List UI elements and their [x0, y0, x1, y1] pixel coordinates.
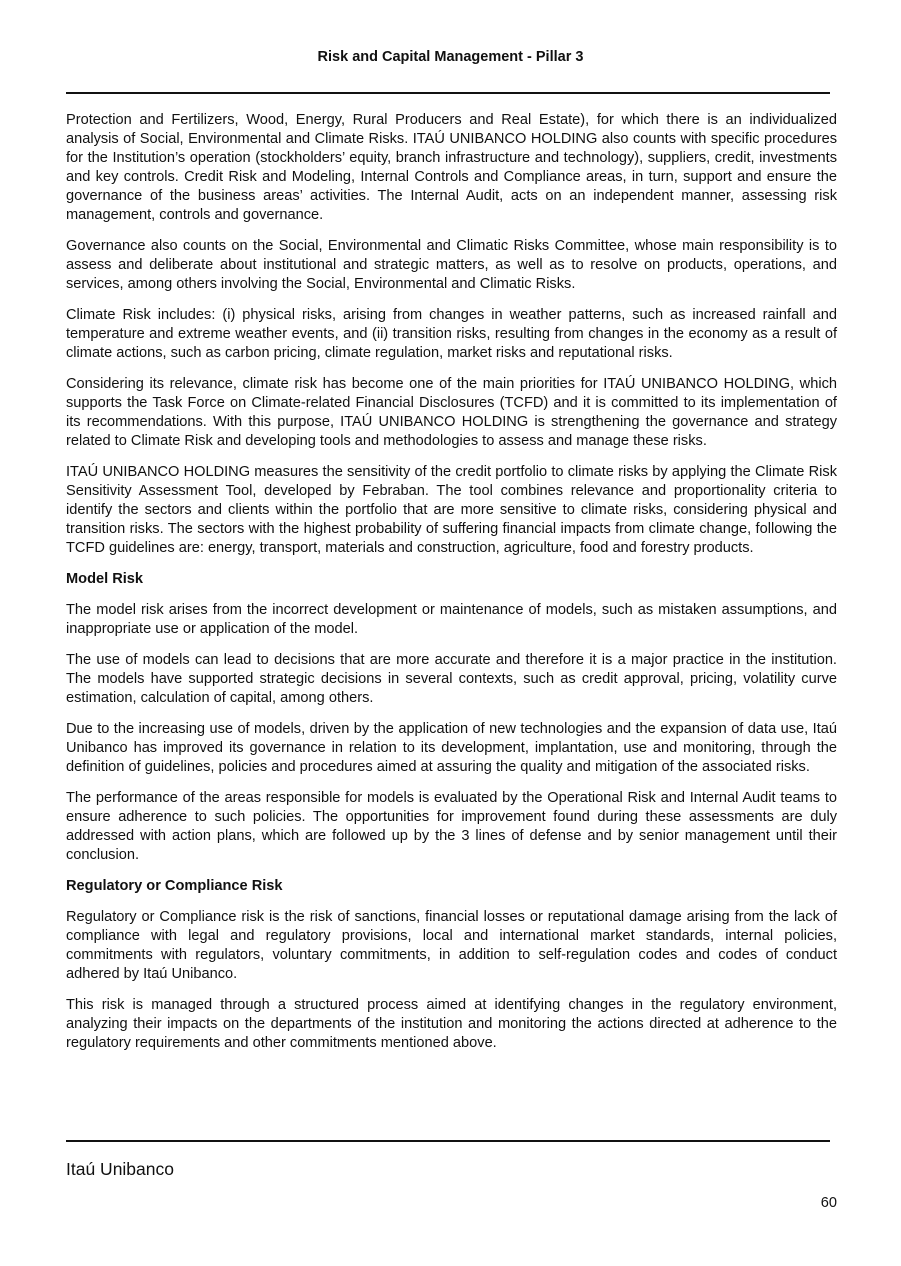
- paragraph: Governance also counts on the Social, Environmental and Climatic Risks Committee, whose main responsibility is to assess and deliberate about institutional and strategic matters, as well as to resolve on products, operations, and services, among others involving the Social, Environmental and Climatic Risks.: [66, 238, 837, 292]
- paragraph: Climate Risk includes: (i) physical risks, arising from changes in weather patterns, such as increased rainfall and temperature and extreme weather events, and (ii) transition risks, resulting from changes in the economy as a result of climate actions, such as carbon pricing, climate regulation, market risks and reputational risks.: [66, 307, 837, 361]
- document-body: [66, 111, 837, 1065]
- paragraph: The model risk arises from the incorrect development or maintenance of models, such as mistaken assumptions, and inappropriate use or application of the model.: [66, 602, 837, 637]
- paragraph: ITAÚ UNIBANCO HOLDING measures the sensitivity of the credit portfolio to climate risks by applying the Climate Risk Sensitivity Assessment Tool, developed by Febraban. The tool combines relevance and proportionality criteria to identify the sectors and clients within the portfolio that are more sensitive to climate risks, considering physical and transition risks. The sectors with the highest probability of suffering financial impacts from climate change, following the TCFD guidelines are: energy, transport, materials and construction, agriculture, food and forestry products.: [66, 464, 837, 556]
- paragraph: Considering its relevance, climate risk has become one of the main priorities for ITAÚ UNIBANCO HOLDING, which supports the Task Force on Climate-related Financial Disclosures (TCFD) and it is committed to its implementation of its recommendations. With this purpose, ITAÚ UNIBANCO HOLDING is strengthening the governance and strategy related to Climate Risk and developing tools and methodologies to assess and manage these risks.: [66, 376, 837, 449]
- paragraph: Regulatory or Compliance risk is the risk of sanctions, financial losses or reputational damage arising from the lack of compliance with legal and regulatory provisions, local and international market standards, internal policies, commitments with regulators, voluntary commitments, in addition to self-regulation codes and codes of conduct adhered by Itaú Unibanco.: [66, 909, 837, 982]
- section-heading-compliance-risk: Regulatory or Compliance Risk: [66, 878, 283, 894]
- page-number: 60: [820, 1195, 837, 1211]
- section-heading-model-risk: Model Risk: [66, 571, 144, 587]
- footer-divider: [66, 1140, 830, 1142]
- footer-company: Itaú Unibanco: [66, 1159, 174, 1179]
- paragraph: The performance of the areas responsible for models is evaluated by the Operational Risk and Internal Audit teams to ensure adherence to such policies. The opportunities for improvement found during these assessments are duly addressed with action plans, which are followed up by the 3 lines of defense and by senior management until their conclusion.: [66, 790, 837, 863]
- paragraph: This risk is managed through a structured process aimed at identifying changes in the regulatory environment, analyzing their impacts on the departments of the institution and monitoring the actions directed at adherence to the regulatory requirements and other commitments mentioned above.: [66, 997, 837, 1051]
- paragraph: The use of models can lead to decisions that are more accurate and therefore it is a major practice in the institution. The models have supported strategic decisions in several contexts, such as credit approval, pricing, volatility curve estimation, calculation of capital, among others.: [66, 652, 837, 706]
- page-header-title: Risk and Capital Management - Pillar 3: [317, 49, 584, 65]
- header-divider: [66, 92, 830, 94]
- paragraph: Due to the increasing use of models, driven by the application of new technologies and the expansion of data use, Itaú Unibanco has improved its governance in relation to its development, implantation, use and monitoring, through the definition of guidelines, policies and procedures aimed at assuring the quality and mitigation of the associated risks.: [66, 721, 837, 775]
- paragraph: Protection and Fertilizers, Wood, Energy, Rural Producers and Real Estate), for which there is an individualized analysis of Social, Environmental and Climate Risks. ITAÚ UNIBANCO HOLDING also counts with specific procedures for the Institution’s operation (stockholders’ equity, branch infrastructure and technology), suppliers, credit, investments and key controls. Credit Risk and Modeling, Internal Controls and Compliance areas, in turn, support and ensure the governance of the business areas’ activities. The Internal Audit, acts on an independent manner, assessing risk management, controls and governance.: [66, 112, 837, 223]
